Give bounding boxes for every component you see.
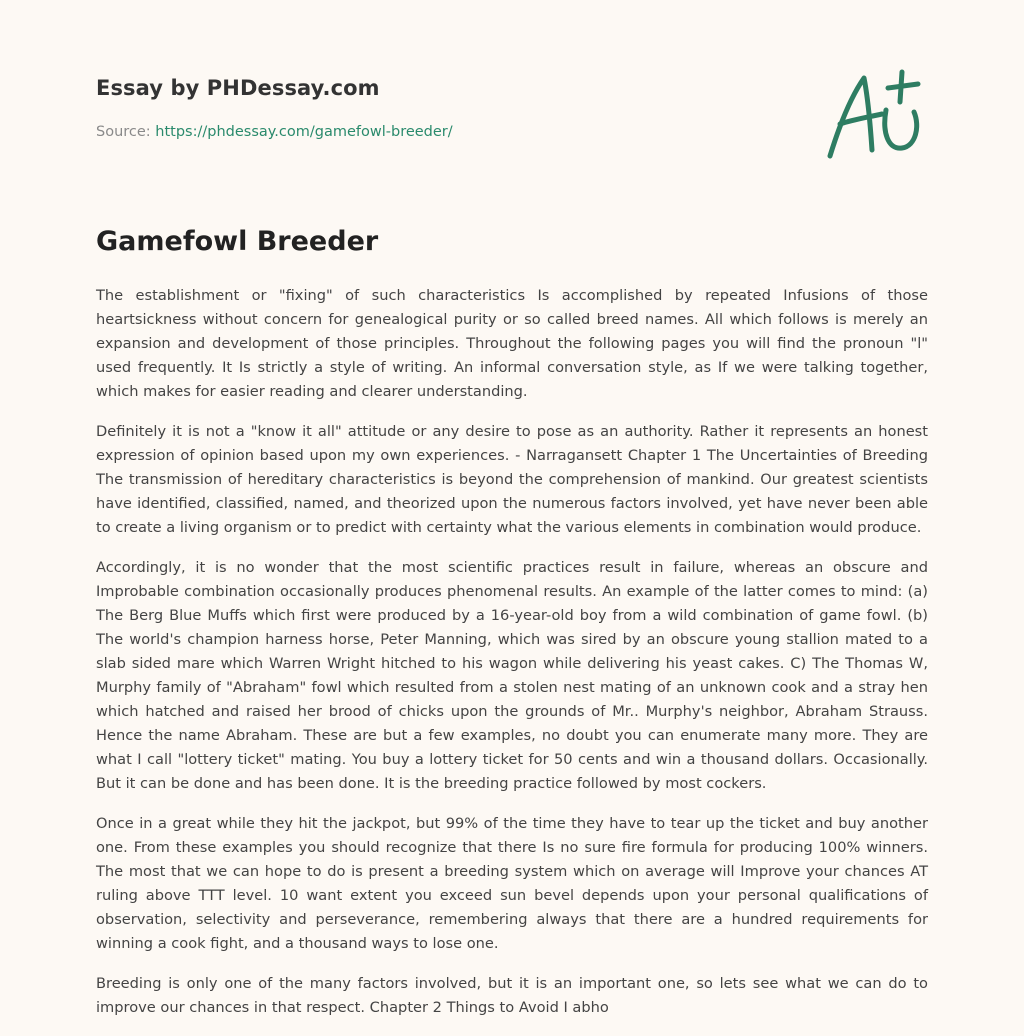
paragraph: The establishment or "fixing" of such characteristics Is accomplished by repeated Infusions of those heartsickness without concern for genealogical purity or so called breed names. All which follows is merely an expansion and development of those principles. Throughout the following pages you will find the pronoun "l" used frequently. It Is strictly a style of writing. An informal conversation style, as If we were talking together, which makes for easier reading and clearer understanding.: [96, 287, 928, 400]
source-link[interactable]: https://phdessay.com/gamefowl-breeder/: [155, 124, 453, 140]
source-label: Source:: [96, 124, 151, 140]
source-line: [96, 124, 453, 140]
paragraph: Breeding is only one of the many factors involved, but it is an important one, so lets see what we can do to improve our chances in that respect. Chapter 2 Things to Avoid I abho: [96, 975, 928, 1016]
paragraph: Accordingly, it is no wonder that the most scientific practices result in failure, whereas an obscure and Improbable combination occasionally produces phenomenal results. An example of the latter comes to mind: (a) The Berg Blue Muffs which first were produced by a 16-year-old boy from a wild combination of game fowl. (b) The world's champion harness horse, Peter Manning, which was sired by an obscure young stallion mated to a slab sided mare which Warren Wright hitched to his wagon while delivering his yeast cakes. C) The Thomas W, Murphy family of "Abraham" fowl which resulted from a stolen nest mating of an unknown cook and a stray hen which hatched and raised her brood of chicks upon the grounds of Mr.. Murphy's neighbor, Abraham Strauss. Hence the name Abraham. These are but a few examples, no doubt you can enumerate many more. They are what I call "lottery ticket" mating. You buy a lottery ticket for 50 cents and win a thousand dollars. Occasionally. But it can be done and has been done. It is the breeding practice followed by most cockers.: [96, 559, 928, 792]
essay-body: [96, 284, 928, 1036]
paragraph: Once in a great while they hit the jackpot, but 99% of the time they have to tear up the ticket and buy another one. From these examples you should recognize that there Is no sure fire formula for producing 100% winners. The most that we can hope to do is present a breeding system which on average will Improve your chances AT ruling above TTT level. 10 want extent you exceed sun bevel depends upon your personal qualifications of observation, selectivity and perseverance, remembering always that there are a hundred requirements for winning a cook fight, and a thousand ways to lose one.: [96, 815, 928, 952]
paragraph: Definitely it is not a "know it all" attitude or any desire to pose as an authority. Rather it represents an honest expression of opinion based upon my own experiences. - Narragansett Chapter 1 The Uncertainties of Breeding The transmission of hereditary characteristics is beyond the comprehension of mankind. Our greatest scientists have identified, classified, named, and theorized upon the numerous factors involved, yet have never been able to create a living organism or to predict with certainty what the various elements in combination would produce.: [96, 423, 928, 536]
essay-title: Gamefowl Breeder: [96, 226, 379, 257]
site-brand: Essay by PHDessay.com: [96, 76, 380, 100]
essay-header: [96, 72, 928, 182]
a-plus-grade-icon: [824, 68, 928, 164]
